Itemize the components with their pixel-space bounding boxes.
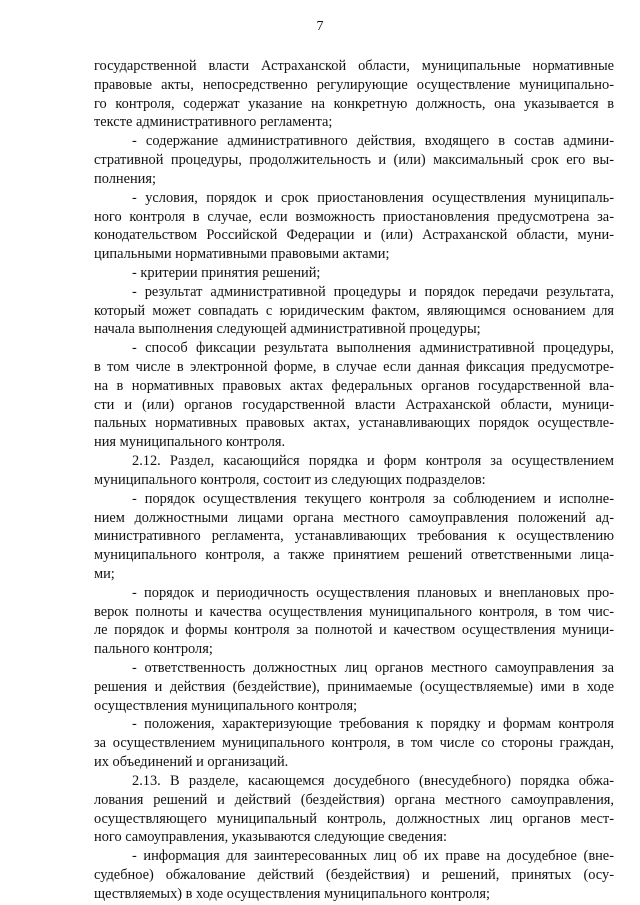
text-line: - положения, характеризующие требования к порядку и формам контроля	[132, 716, 614, 733]
text-line: - порядок осуществления текущего контроля за соблюдением и исполне-	[132, 490, 614, 507]
text-line: - информация для заинтересованных лиц об их праве на досудебное (вне-	[132, 848, 614, 865]
text-line: - критерии принятия решений;	[132, 264, 321, 281]
text-line: за осуществлением муниципального контроля, в том числе со стороны граждан,	[94, 735, 614, 752]
text-line: ми;	[94, 565, 115, 582]
text-line: лования решений и действий (бездействия) органа местного самоуправления,	[94, 791, 614, 808]
text-line: тексте административного регламента;	[94, 114, 333, 131]
text-line: министративного регламента, устанавливающих требования к осуществлению	[94, 528, 614, 545]
text-line: 2.12. Раздел, касающийся порядка и форм контроля за осуществлением	[132, 453, 614, 470]
text-line: верок полноты и качества осуществления муниципального контроля, в том чис-	[94, 603, 614, 620]
text-line: - условия, порядок и срок приостановления осуществления муниципаль-	[132, 189, 614, 206]
text-line: решения и действия (бездействие), принимаемые (осуществляемые) ими в ходе	[94, 678, 614, 695]
text-line: - порядок и периодичность осуществления плановых и внеплановых про-	[132, 584, 614, 601]
text-line: ного самоуправления, указываются следующие сведения:	[94, 829, 447, 846]
text-line: ния муниципального контроля.	[94, 434, 286, 451]
text-line: конодательством Российской Федерации и (или) Астраханской области, муни-	[94, 227, 614, 244]
text-line: на в нормативных правовых актах федеральных органов государственной вла-	[94, 377, 614, 394]
text-line: муниципального контроля, состоит из следующих подразделов:	[94, 471, 486, 488]
text-line: полнения;	[94, 170, 156, 187]
text-line: пальных нормативных правовых актах, устанавливающих порядок осуществле-	[94, 415, 614, 432]
body-text	[94, 57, 614, 904]
text-line: судебное) обжалование действий (бездействия) и решений, принятых (осу-	[94, 866, 614, 883]
text-line: муниципального контроля, а также принятием решений ответственными лица-	[94, 547, 614, 564]
text-line: осуществляющего муниципальный контроль, должностных лиц органов мест-	[94, 810, 614, 827]
text-line: 2.13. В разделе, касающемся досудебного (внесудебного) порядка обжа-	[132, 772, 614, 789]
text-line: го контроля, содержат указание на конкретную должность, она указывается в	[94, 95, 614, 112]
text-line: ципальными нормативными правовыми актами;	[94, 246, 390, 263]
text-line: нием должностными лицами органа местного самоуправления положений ад-	[94, 509, 614, 526]
text-line: осуществления муниципального контроля;	[94, 697, 358, 714]
text-line: - результат административной процедуры и порядок передачи результата,	[132, 283, 614, 300]
text-line: правовые акты, непосредственно регулирующие осуществление муниципально-	[94, 76, 614, 93]
text-line: в том числе в электронной форме, в случае если данная фиксация предусмотре-	[94, 359, 614, 375]
text-line: ного контроля в случае, если возможность приостановления предусмотрена за-	[94, 208, 614, 225]
text-line: ществляемых) в ходе осуществления муниципального контроля;	[94, 885, 490, 902]
text-line: стративной процедуры, продолжительность и (или) максимальный срок его вы-	[94, 152, 614, 169]
text-line: пального контроля;	[94, 641, 213, 658]
page-number: 7	[316, 19, 324, 34]
text-line: ле порядок и формы контроля за полнотой и качеством осуществления муници-	[94, 622, 614, 639]
text-line: их объединений и организаций.	[94, 754, 289, 771]
text-line: - ответственность должностных лиц органов местного самоуправления за	[132, 660, 614, 676]
text-line: государственной власти Астраханской области, муниципальные нормативные	[94, 58, 614, 74]
text-line: - способ фиксации результата выполнения административной процедуры,	[132, 340, 614, 357]
text-line: - содержание административного действия, входящего в состав админи-	[132, 133, 614, 150]
text-line: начала выполнения следующей административной процедуры;	[94, 321, 481, 338]
text-line: который может совпадать с юридическим фактом, являющимся основанием для	[94, 302, 614, 319]
text-line: сти и (или) органов государственной власти Астраханской области, муници-	[94, 396, 614, 413]
